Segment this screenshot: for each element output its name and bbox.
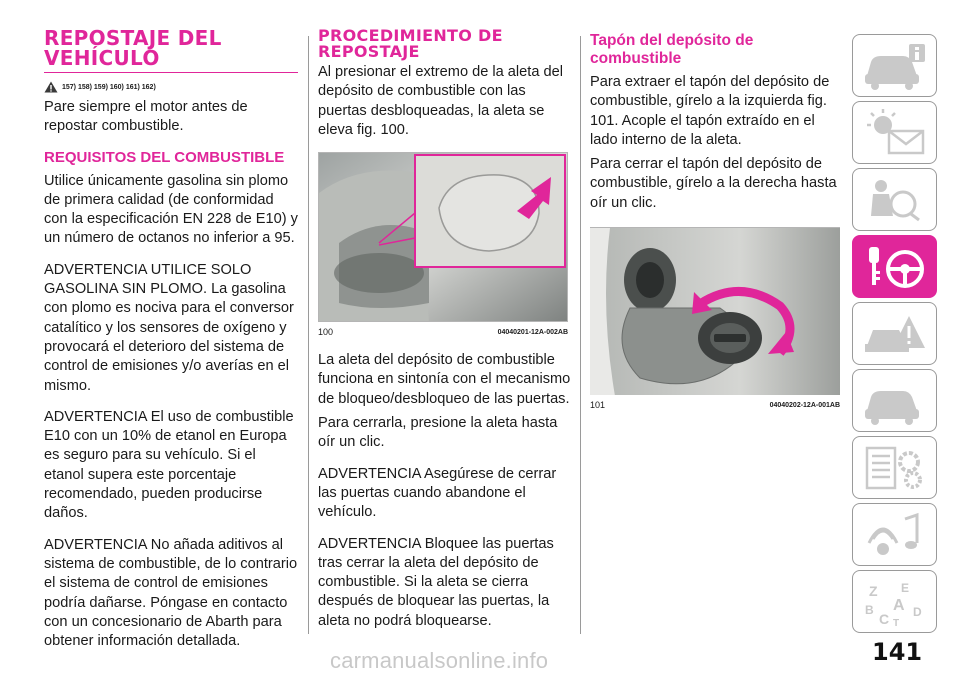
figure-101-caption [590,400,840,410]
figure-100-caption [318,327,568,337]
paragraph: Para cerrarla, presione la aleta hasta oír un clic. [318,415,558,451]
page-title-line2: VEHÍCULO [44,46,160,70]
paragraph: Al presionar el extremo de la aleta del depósito de combustible con las puertas desbloqueadas, la aleta se eleva fig. 100. [318,64,563,138]
index-letters-icon [859,576,931,628]
chapter-tabs [852,34,937,637]
svg-text:A: A [892,596,905,614]
paragraph: La aleta del depósito de combustible funciona en sintonía con el mecanismo de bloqueo/desbloqueo de las puertas. [318,352,571,407]
seat-safety-icon [859,174,931,226]
nav-tab-starting-driving[interactable] [852,235,937,298]
page-title [44,28,298,68]
nav-tab-emergency[interactable] [852,302,937,365]
paragraph: ADVERTENCIA UTILICE SOLO GASOLINA SIN PLOMO. La gasolina con plomo es nociva para el conversor catalítico y los sensores de oxígeno y provocará el deterioro del sistema de control de emisiones y/o averías en el mismo. [44,261,294,394]
section-title-procedure [318,28,572,60]
title-underline [44,72,298,73]
specs-gears-icon [859,442,931,494]
procedure-title-line1: PROCEDIMIENTO DE [318,26,503,45]
nav-tab-index[interactable] [852,570,937,633]
car-info-icon [859,40,931,92]
paragraph: ADVERTENCIA El uso de combustible E10 con un 10% de etanol en Europa es seguro para su vehículo. Si el etanol supera este porcentaje recomendado, pueden producirse daños. [44,408,294,522]
column-divider [308,36,309,634]
column-1 [44,28,298,651]
key-steering-icon [859,241,931,293]
procedure-title-line2: REPOSTAJE [318,42,420,61]
nav-tab-warning-lights[interactable] [852,101,937,164]
nav-tab-maintenance[interactable] [852,369,937,432]
section-title-fuel-requirements: REQUISITOS DEL COMBUSTIBLE [44,148,285,166]
figure-number: 100 [318,327,334,338]
figure-101-image [590,227,840,395]
figure-code: 04040202-12A-001AB [769,401,840,409]
fuel-flap-photo [319,153,568,322]
figure-100-image [318,152,568,322]
paragraph: ADVERTENCIA Bloquee las puertas tras cerrar la aleta del depósito de combustible. Si la aleta se cierra después de bloquear las puertas, la aleta no podrá bloquearse. [318,535,554,629]
paragraph: ADVERTENCIA No añada aditivos al sistema de combustible, de lo contrario el sistema de control de emisiones podría dañarse. Póngase en contacto con un concesionario de Abarth para obtener información detallada. [44,536,298,650]
nav-tab-seat-safety[interactable] [852,168,937,231]
fuel-cap-photo [590,228,840,395]
warning-lights-icon [859,107,931,159]
figure-100 [318,152,568,337]
svg-text:T: T [892,617,899,628]
warning-triangle-icon [44,81,58,93]
paragraph: Para cerrar el tapón del depósito de combustible, gírelo a la derecha hasta oír un clic. [590,156,837,211]
warning-refs [44,81,298,93]
figure-101 [590,227,840,410]
svg-text:C: C [878,610,889,627]
column-2 [318,28,572,631]
page-number: 141 [872,638,923,666]
nav-tab-specs[interactable] [852,436,937,499]
intro-paragraph: Pare siempre el motor antes de repostar combustible. [44,99,248,135]
svg-text:Z: Z [868,582,878,599]
section-title-fuel-cap: Tapón del depósito de combustible [590,32,754,67]
paragraph: Utilice únicamente gasolina sin plomo de primera calidad (de conformidad con la especificación EN 228 de E10) y un número de octanos no inferior a 95. [44,172,298,247]
page-title-line1: REPOSTAJE DEL [44,26,222,50]
multimedia-icon [859,509,931,561]
column-divider [580,36,581,634]
nav-tab-multimedia[interactable] [852,503,937,566]
svg-text:D: D [912,604,922,619]
emergency-icon [859,308,931,360]
paragraph: ADVERTENCIA Asegúrese de cerrar las puertas cuando abandone el vehículo. [318,465,557,521]
car-maintenance-icon [859,375,931,427]
figure-code: 04040201-12A-002AB [497,328,568,336]
svg-text:E: E [900,580,909,595]
column-3 [590,28,840,410]
refs-text: 157) 158) 159) 160) 161) 162) [62,83,156,91]
figure-number: 101 [590,400,606,411]
watermark: carmanualsonline.info [330,648,549,673]
paragraph: Para extraer el tapón del depósito de combustible, gírelo a la izquierda fig. 101. Acople el tapón extraído en el lado interno de la aleta. [590,74,830,148]
svg-text:B: B [864,602,874,617]
nav-tab-car-info[interactable] [852,34,937,97]
